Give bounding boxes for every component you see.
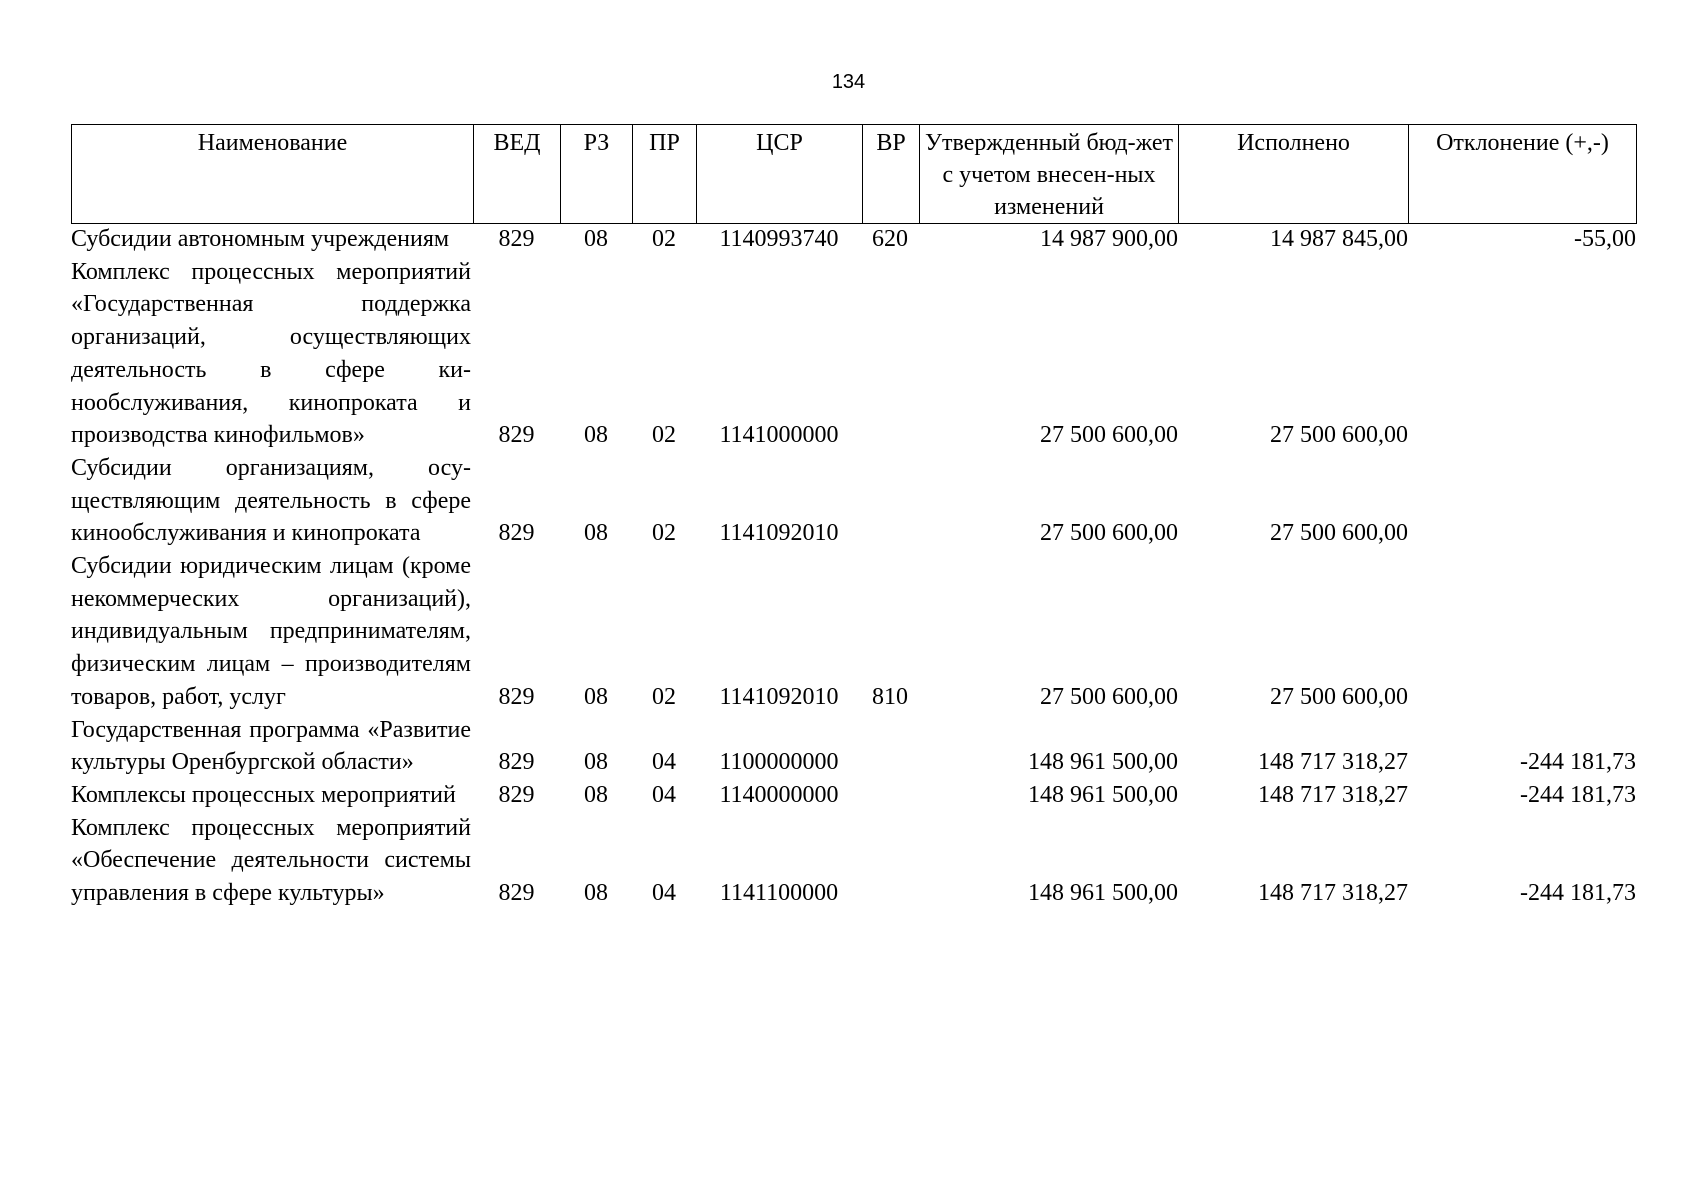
cell-ved: 829: [498, 880, 535, 907]
cell-vr: 620: [872, 226, 908, 252]
cell-deviation: [1408, 550, 1636, 714]
header-csr: ЦСР: [697, 125, 863, 224]
cell-rz: 08: [584, 683, 608, 710]
cell-vr: [862, 256, 919, 452]
cell-vr: [862, 714, 919, 779]
cell-executed: 148 717 318,27: [1258, 749, 1408, 776]
cell-pr: 02: [652, 422, 676, 449]
cell-csr: 1141000000: [719, 422, 839, 449]
cell-executed: 148 717 318,27: [1258, 880, 1408, 907]
table-header: [71, 124, 1637, 224]
table-row: [71, 256, 1636, 452]
header-ved: ВЕД: [474, 125, 561, 224]
cell-csr: 1141100000: [719, 880, 839, 907]
page-number: 134: [831, 71, 866, 93]
cell-deviation: -55,00: [1574, 226, 1636, 252]
cell-deviation: [1408, 452, 1636, 550]
cell-ved: 829: [498, 422, 535, 449]
cell-executed: 14 987 845,00: [1270, 226, 1408, 252]
header-approved: Утвержденный бюд-жет с учетом внесен-ных изменений: [920, 125, 1179, 224]
cell-approved: 148 961 500,00: [1028, 880, 1178, 907]
cell-pr: 04: [652, 781, 676, 808]
header-vr: ВР: [863, 125, 920, 224]
header-executed: Исполнено: [1179, 125, 1409, 224]
cell-csr: 1140993740: [719, 226, 839, 252]
cell-rz: 08: [584, 422, 608, 449]
cell-vr: [862, 452, 919, 550]
cell-executed: 148 717 318,27: [1258, 781, 1408, 808]
table-row: [71, 779, 1636, 812]
cell-ved: 829: [498, 781, 535, 808]
cell-rz: 08: [584, 781, 608, 808]
cell-ved: 829: [498, 749, 535, 776]
cell-rz: 08: [584, 880, 608, 907]
cell-approved: 148 961 500,00: [1028, 749, 1178, 776]
cell-rz: 08: [584, 226, 608, 252]
cell-pr: 02: [652, 226, 676, 252]
cell-name: Субсидии автономным учреждениям: [71, 226, 450, 252]
cell-csr: 1141092010: [719, 520, 839, 547]
cell-csr: 1140000000: [719, 781, 839, 808]
cell-name: Комплекс процессных мероприятий «Государственная поддержка организаций, осуществляющих деятельность в сфере кинообслуживания, кинопроката и производства кинофильмов»: [71, 258, 471, 449]
cell-approved: 27 500 600,00: [1040, 520, 1178, 547]
cell-ved: 829: [498, 520, 535, 547]
header-pr: ПР: [633, 125, 697, 224]
table-row: [71, 452, 1636, 550]
budget-table: [71, 223, 1636, 910]
cell-deviation: -244 181,73: [1520, 749, 1636, 776]
cell-executed: 27 500 600,00: [1270, 520, 1408, 547]
header-name: Наименование: [72, 125, 474, 224]
cell-approved: 148 961 500,00: [1028, 781, 1178, 808]
cell-vr: [862, 779, 919, 812]
header-rz: РЗ: [561, 125, 633, 224]
cell-approved: 27 500 600,00: [1040, 422, 1178, 449]
cell-pr: 02: [652, 520, 676, 547]
table-row: [71, 223, 1636, 256]
cell-pr: 04: [652, 749, 676, 776]
cell-csr: 1141092010: [719, 683, 839, 710]
cell-csr: 1100000000: [719, 749, 839, 776]
cell-name: Комплексы процессных мероприятий: [71, 781, 456, 808]
cell-vr: [862, 812, 919, 910]
cell-deviation: -244 181,73: [1520, 880, 1636, 907]
table-row: [71, 714, 1636, 779]
cell-approved: 14 987 900,00: [1040, 226, 1178, 252]
cell-approved: 27 500 600,00: [1040, 683, 1178, 710]
header-deviation: Отклонение (+,-): [1409, 125, 1637, 224]
cell-ved: 829: [498, 683, 535, 710]
table-row: [71, 550, 1636, 714]
cell-deviation: [1408, 256, 1636, 452]
cell-name: Комплекс процессных мероприятий «Обеспечение деятельности системы управления в сфере культуры»: [71, 814, 471, 907]
cell-deviation: -244 181,73: [1520, 781, 1636, 808]
cell-executed: 27 500 600,00: [1270, 683, 1408, 710]
table-row: [71, 812, 1636, 910]
cell-name: Субсидии организациям, осуществляющим деятельность в сфере кинообслуживания и кинопроката: [71, 454, 471, 547]
cell-pr: 02: [652, 683, 676, 710]
cell-ved: 829: [498, 226, 535, 252]
cell-pr: 04: [652, 880, 676, 907]
cell-rz: 08: [584, 749, 608, 776]
cell-vr: 810: [872, 683, 908, 710]
cell-rz: 08: [584, 520, 608, 547]
cell-executed: 27 500 600,00: [1270, 422, 1408, 449]
cell-name: Субсидии юридическим лицам (кроме некоммерческих организаций), индивидуальным предпринимателям, физическим лицам – производителям товаров, работ, услуг: [71, 553, 471, 710]
cell-name: Государственная программа «Развитие культуры Оренбургской области»: [71, 716, 471, 776]
